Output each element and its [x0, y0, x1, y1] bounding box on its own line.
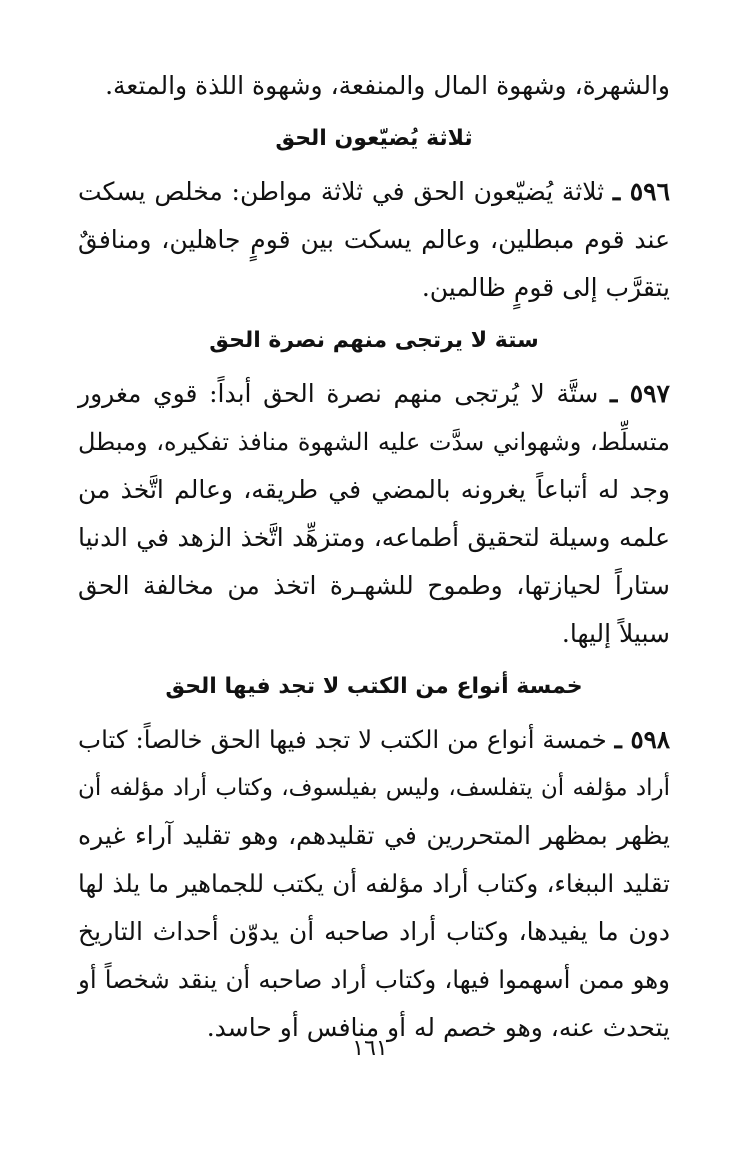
entry-number-598: ٥٩٨ ـ — [614, 725, 670, 754]
paragraph-598-line-6: وهو ممن أسهموا فيها، وكتاب أراد صاحبه أن ينقد شخصاً أو — [78, 965, 670, 994]
paragraph-597-line-3: وجد له أتباعاً يغرونه بالمضي في طريقه، وعالم اتَّخذ من — [78, 475, 670, 504]
paragraph-597-line-2: متسلِّط، وشهواني سدَّت عليه الشهوة منافذ تفكيره، ومبطل — [78, 428, 670, 456]
page-number: ١٦١ — [352, 1036, 388, 1061]
section-heading-597: ستة لا يرتجى منهم نصرة الحق — [209, 328, 539, 353]
entry-number-597: ٥٩٧ ـ — [609, 379, 670, 408]
paragraph-596-text-1: ثلاثة يُضيّعون الحق في ثلاثة مواطن: مخلص يسكت — [78, 177, 605, 206]
page-body — [78, 62, 670, 1052]
paragraph-598-line-2: أراد مؤلفه أن يتفلسف، وليس بفيلسوف، وكتاب أراد مؤلفه أن — [78, 775, 670, 801]
paragraph-597-line-5: ستاراً لحيازتها، وطموح للشهـرة اتخذ من مخالفة الحق — [78, 571, 670, 600]
section-heading-598: خمسة أنواع من الكتب لا تجد فيها الحق — [165, 674, 583, 699]
section-heading-596: ثلاثة يُضيّعون الحق — [275, 126, 473, 151]
paragraph-596-line-3: يتقرَّب إلى قومٍ ظالمين. — [421, 273, 670, 302]
paragraph-597-line-1 — [78, 370, 670, 418]
paragraph-598-text-1: خمسة أنواع من الكتب لا تجد فيها الحق خالصاً: كتاب — [78, 725, 607, 754]
paragraph-597-line-6: سبيلاً إليها. — [561, 619, 670, 648]
paragraph-598-line-1 — [78, 716, 670, 764]
paragraph-598-line-4: تقليد الببغاء، وكتاب أراد مؤلفه أن يكتب للجماهير ما يلذ لها — [78, 869, 670, 898]
continuation-line: والشهرة، وشهوة المال والمنفعة، وشهوة اللذة والمتعة. — [105, 71, 670, 100]
entry-number-596: ٥٩٦ ـ — [612, 177, 671, 206]
paragraph-598-line-7: يتحدث عنه، وهو خصم له أو منافس أو حاسد. — [206, 1013, 670, 1042]
paragraph-597-line-4: علمه وسيلة لتحقيق أطماعه، ومتزهِّد اتَّخذ الزهد في الدنيا — [78, 523, 670, 552]
paragraph-598-line-3: يظهر بمظهر المتحررين في تقليدهم، وهو تقليد آراء غيره — [78, 821, 670, 850]
paragraph-597-text-1: ستَّة لا يُرتجى منهم نصرة الحق أبداً: قوي مغرور — [78, 379, 599, 408]
paragraph-598-line-5: دون ما يفيدها، وكتاب أراد صاحبه أن يدوّن أحداث التاريخ — [78, 917, 670, 946]
paragraph-596-line-1 — [78, 168, 670, 216]
paragraph-596-line-2: عند قوم مبطلين، وعالم يسكت بين قومٍ جاهلين، ومنافقٌ — [78, 225, 670, 254]
